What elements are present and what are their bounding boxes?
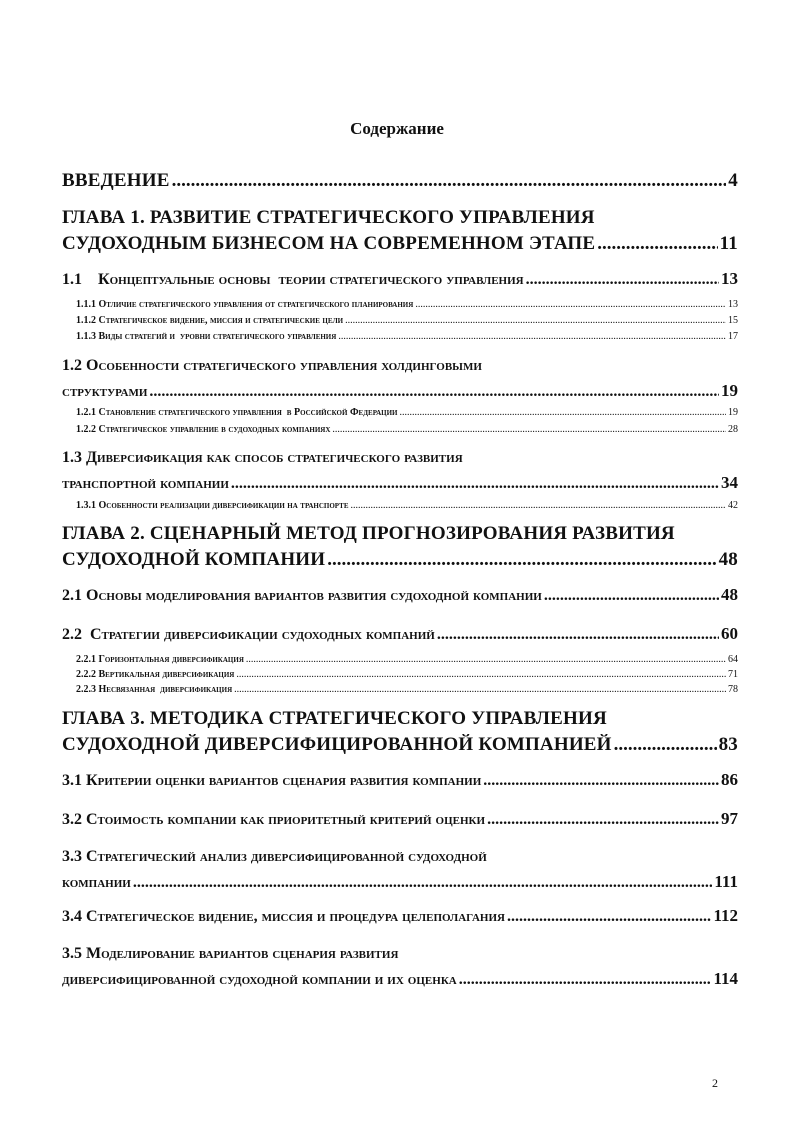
toc-entry-page: 112 xyxy=(713,906,738,925)
dot-leader xyxy=(345,315,726,326)
toc-entry-section-1-1[interactable] xyxy=(62,269,738,289)
toc-entry-label-line1: 3.3 Стратегический анализ диверсифицированной судоходной xyxy=(62,848,487,865)
toc-entry-label-line1: 1.3 Диверсификация как способ стратегического развития xyxy=(62,449,463,466)
dot-leader xyxy=(332,424,726,435)
dot-leader xyxy=(149,383,719,401)
dot-leader xyxy=(507,908,711,926)
toc-entry-label-line1: 3.5 Моделирование вариантов сценария развития xyxy=(62,945,399,962)
toc-entry-label: 2.2.2 Вертикальная диверсификация xyxy=(76,669,235,680)
dot-leader xyxy=(415,299,726,310)
toc-entry-page: 17 xyxy=(728,331,738,342)
toc-entry-page: 4 xyxy=(728,170,738,191)
toc-entry-section-2-2[interactable] xyxy=(62,624,738,644)
page-title: Содержание xyxy=(350,119,444,138)
toc-entry-label: 1.1 Концептуальные основы теории стратегического управления xyxy=(62,271,524,288)
toc-entry-page: 48 xyxy=(718,549,738,570)
toc-entry-section-1-2[interactable] xyxy=(62,357,738,401)
dot-leader xyxy=(231,475,719,493)
dot-leader xyxy=(487,811,719,829)
toc-entry-intro[interactable] xyxy=(62,170,738,192)
toc-entry-subsection-2-2-1[interactable] xyxy=(62,654,738,665)
toc-entry-chapter-3[interactable] xyxy=(62,708,738,756)
toc-entry-label: 2.1 Основы моделирования вариантов развития судоходной компании xyxy=(62,587,542,604)
toc-entry-label: 1.2.1 Становление стратегического управления в Российской Федерации xyxy=(76,407,398,418)
toc-entry-subsection-2-2-3[interactable] xyxy=(62,684,738,695)
dot-leader xyxy=(526,271,719,289)
toc-entry-label: 3.4 Стратегическое видение, миссия и процедура целеполагания xyxy=(62,908,505,925)
toc-entry-label: ВВЕДЕНИЕ xyxy=(62,170,170,191)
toc-entry-label-line2: СУДОХОДНОЙ ДИВЕРСИФИЦИРОВАННОЙ КОМПАНИЕЙ xyxy=(62,734,612,755)
toc-entry-label-line2: структурами xyxy=(62,383,148,400)
toc-entry-label: 2.2 Стратегии диверсификации судоходных компаний xyxy=(62,626,435,643)
toc-entry-page: 111 xyxy=(714,872,738,891)
toc-entry-label: 2.2.1 Горизонтальная диверсификация xyxy=(76,654,244,665)
dot-leader xyxy=(437,626,719,644)
toc-entry-page: 28 xyxy=(728,424,738,435)
toc-entry-label-line1: ГЛАВА 2. СЦЕНАРНЫЙ МЕТОД ПРОГНОЗИРОВАНИЯ РАЗВИТИЯ xyxy=(62,523,675,544)
toc-entry-section-1-3[interactable] xyxy=(62,449,738,493)
dot-leader xyxy=(459,971,712,989)
toc-entry-section-3-2[interactable] xyxy=(62,809,738,829)
toc-entry-section-2-1[interactable] xyxy=(62,585,738,605)
toc-entry-section-3-5[interactable] xyxy=(62,945,738,989)
dot-leader xyxy=(544,587,719,605)
toc-entry-page: 60 xyxy=(721,624,738,643)
toc-entry-label: 1.1.3 Виды стратегий и уровни стратегического управления xyxy=(76,331,337,342)
toc-entry-section-3-3[interactable] xyxy=(62,848,738,892)
dot-leader xyxy=(236,669,726,680)
dot-leader xyxy=(351,500,727,511)
toc-entry-page: 86 xyxy=(721,770,738,789)
toc-entry-page: 78 xyxy=(728,684,738,695)
toc-entry-page: 114 xyxy=(713,969,738,988)
toc-entry-page: 42 xyxy=(728,500,738,511)
dot-leader xyxy=(399,407,726,418)
toc-entry-subsection-2-2-2[interactable] xyxy=(62,669,738,680)
toc-entry-page: 71 xyxy=(728,669,738,680)
toc-entry-page: 97 xyxy=(721,809,738,828)
toc-entry-subsection-1-1-1[interactable] xyxy=(62,299,738,310)
toc-entry-page: 11 xyxy=(719,233,738,254)
toc-entry-label-line2: диверсифицированной судоходной компании и их оценка xyxy=(62,971,457,988)
dot-leader xyxy=(338,331,726,342)
dot-leader xyxy=(597,233,717,255)
toc-entry-label-line2: транспортной компании xyxy=(62,475,229,492)
toc-entry-label-line1: ГЛАВА 1. РАЗВИТИЕ СТРАТЕГИЧЕСКОГО УПРАВЛЕНИЯ xyxy=(62,207,595,228)
toc-entry-subsection-1-1-3[interactable] xyxy=(62,331,738,342)
dot-leader xyxy=(172,170,727,192)
dot-leader xyxy=(483,772,719,790)
toc-entry-page: 34 xyxy=(721,473,738,492)
toc-entry-section-3-4[interactable] xyxy=(62,906,738,926)
toc-entry-label-line2: СУДОХОДНЫМ БИЗНЕСОМ НА СОВРЕМЕННОМ ЭТАПЕ xyxy=(62,233,596,254)
toc-entry-page: 64 xyxy=(728,654,738,665)
toc-entry-page: 19 xyxy=(721,381,738,400)
toc-entry-page: 48 xyxy=(721,585,738,604)
dot-leader xyxy=(133,874,713,892)
toc-entry-page: 13 xyxy=(728,299,738,310)
toc-entry-chapter-2[interactable] xyxy=(62,523,738,571)
toc-entry-page: 83 xyxy=(718,734,738,755)
toc-entry-label: 2.2.3 Несвязанная диверсификация xyxy=(76,684,233,695)
dot-leader xyxy=(234,684,726,695)
toc-entry-label: 1.1.1 Отличие стратегического управления от стратегического планирования xyxy=(76,299,414,310)
toc-entry-section-3-1[interactable] xyxy=(62,770,738,790)
toc-entry-label-line1: 1.2 Особенности стратегического управления холдинговыми xyxy=(62,357,482,374)
dot-leader xyxy=(246,654,726,665)
toc-entry-label-line2: компании xyxy=(62,874,131,891)
toc-entry-page: 13 xyxy=(721,269,738,288)
toc-entry-label: 1.1.2 Стратегическое видение, миссия и стратегические цели xyxy=(76,315,344,326)
toc-entry-label: 1.2.2 Стратегическое управление в судоходных компаниях xyxy=(76,424,331,435)
toc-entry-label-line2: СУДОХОДНОЙ КОМПАНИИ xyxy=(62,549,326,570)
toc-entry-subsection-1-2-1[interactable] xyxy=(62,407,738,418)
toc-entry-label-line1: ГЛАВА 3. МЕТОДИКА СТРАТЕГИЧЕСКОГО УПРАВЛЕНИЯ xyxy=(62,708,607,729)
toc-entry-subsection-1-3-1[interactable] xyxy=(62,500,738,511)
toc-entry-label: 1.3.1 Особенности реализации диверсификации на транспорте xyxy=(76,500,349,511)
toc-entry-page: 15 xyxy=(728,315,738,326)
toc-entry-subsection-1-1-2[interactable] xyxy=(62,315,738,326)
toc-entry-label: 3.1 Критерии оценки вариантов сценария развития компании xyxy=(62,772,482,789)
toc-entry-subsection-1-2-2[interactable] xyxy=(62,424,738,435)
toc-entry-page: 19 xyxy=(728,407,738,418)
dot-leader xyxy=(614,734,717,756)
toc-entry-chapter-1[interactable] xyxy=(62,207,738,255)
dot-leader xyxy=(327,549,716,571)
toc-entry-label: 3.2 Стоимость компании как приоритетный критерий оценки xyxy=(62,811,486,828)
page-number: 2 xyxy=(712,1076,718,1090)
